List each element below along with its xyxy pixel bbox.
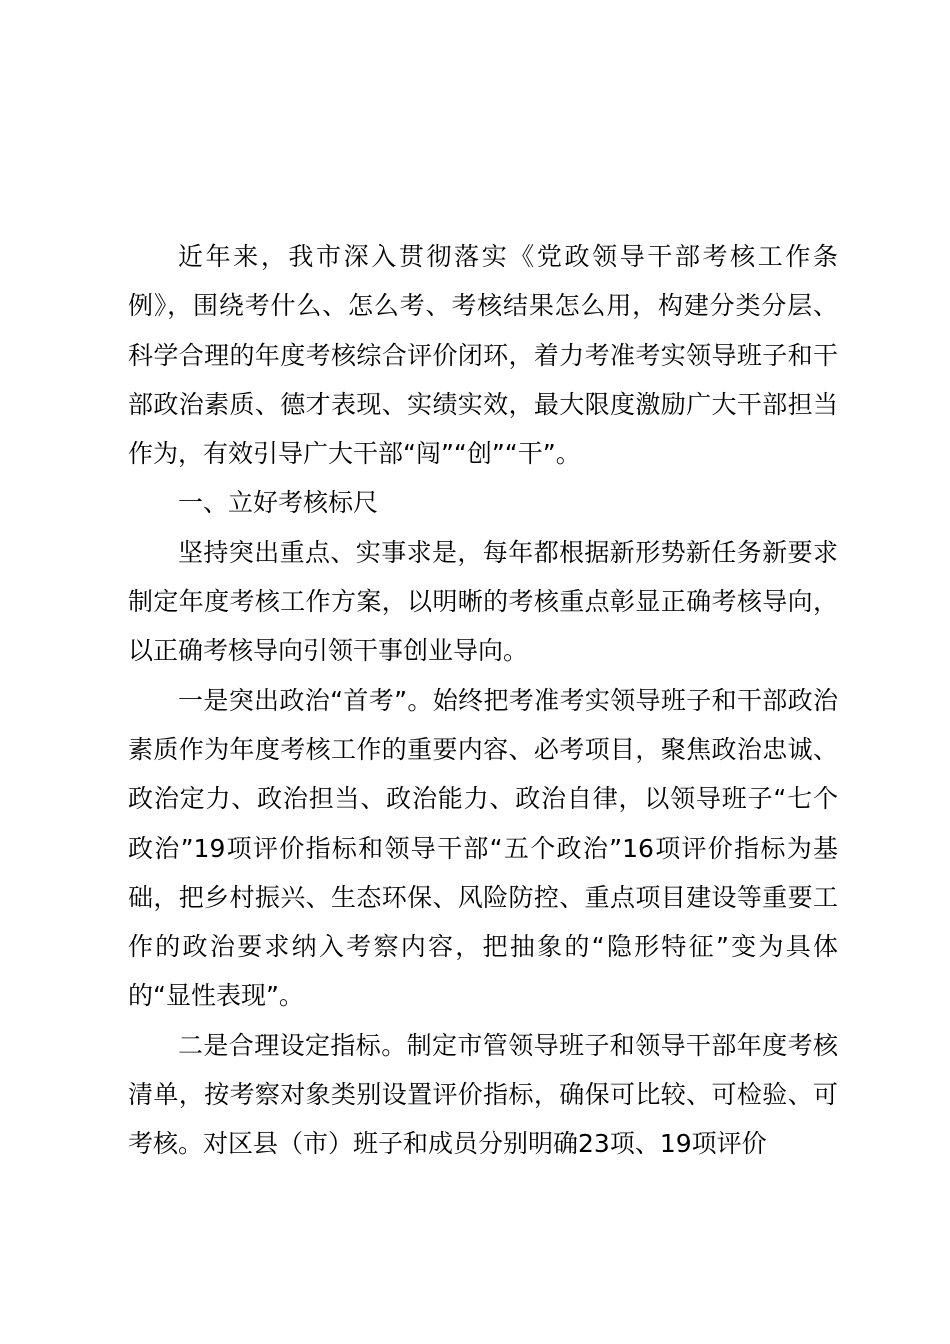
section-heading: 一、立好考核标尺	[178, 488, 379, 518]
paragraph-point-one: 一是突出政治“首考”。始终把考准考实领导班子和干部政治素质作为年度考核工作的重要内容、必考项目，聚焦政治忠诚、政治定力、政治担当、政治能力、政治自律，以领导班子“七个政治”19项评价指标和领导干部“五个政治”16项评价指标为基础，把乡村振兴、生态环保、风险防控、重点项目建设等重要工作的政治要求纳入考察内容，把抽象的“隐形特征”变为具体的“显性表现”。	[128, 685, 838, 1011]
paragraph-intro: 近年来，我市深入贯彻落实《党政领导干部考核工作条例》，围绕考什么、怎么考、考核结果怎么用，构建分类分层、科学合理的年度考核综合评价闭环，着力考准考实领导班子和干部政治素质、德才表现、实绩实效，最大限度激励广大干部担当作为，有效引导广大干部“闯”“创”“干”。	[128, 242, 838, 469]
paragraph-point-two: 二是合理设定指标。制定市管领导班子和领导干部年度考核清单，按考察对象类别设置评价指标，确保可比较、可检验、可考核。对区县（市）班子和成员分别明确23项、19项评价	[128, 1030, 838, 1159]
document-body	[128, 232, 838, 1169]
paragraph-section-intro: 坚持突出重点、实事求是，每年都根据新形势新任务新要求制定年度考核工作方案，以明晰的考核重点彰显正确考核导向，以正确考核导向引领干事创业导向。	[128, 537, 838, 666]
